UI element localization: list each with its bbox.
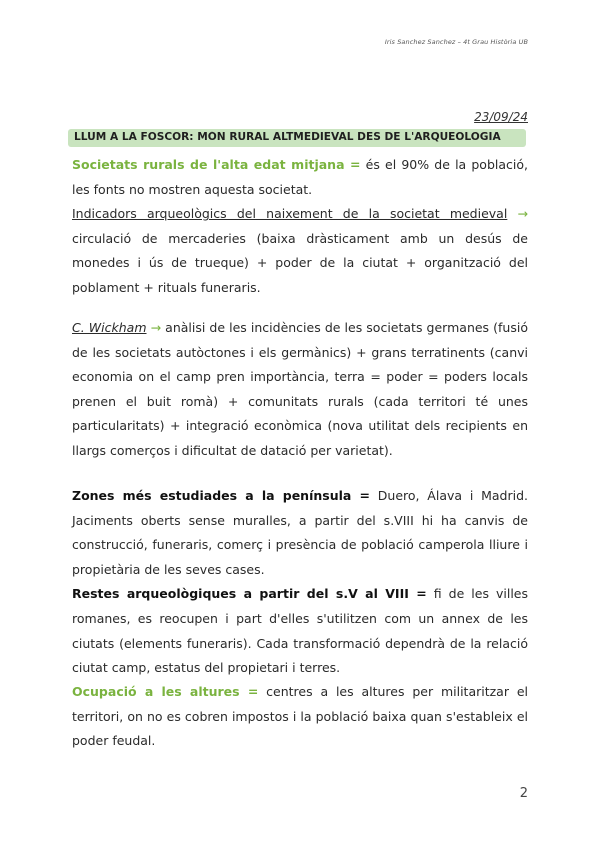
term-restes: Restes arqueològiques a partir del s.V al VIII =	[72, 586, 427, 602]
arrow-icon: →	[146, 320, 166, 335]
paragraph-indicadors	[72, 202, 528, 300]
paragraph-ocupacio	[72, 680, 528, 754]
note-date: 23/09/24	[474, 110, 528, 124]
paragraph-restes	[72, 582, 528, 680]
block-wickham	[72, 316, 528, 464]
page-number: 2	[519, 786, 528, 801]
term-societats: Societats rurals de l'alta edat mitjana =	[72, 157, 361, 172]
block-ocupacio	[72, 680, 528, 754]
paragraph-societats	[72, 153, 528, 202]
section-title: LLUM A LA FOSCOR: MÓN RURAL ALTMEDIEVAL DES DE L'ARQUEOLOGIA	[74, 131, 501, 143]
page-header: Iris Sanchez Sanchez – 4t Grau Història UB	[384, 38, 528, 46]
arrow-icon: →	[507, 206, 528, 222]
term-ocupacio: Ocupació a les altures =	[72, 684, 259, 699]
term-indicadors: Indicadors arqueològics del naixement de la societat medieval	[72, 206, 508, 222]
term-zones: Zones més estudiades a la península =	[72, 488, 370, 503]
title-highlight	[68, 129, 526, 147]
paragraph-text: centres a les altures per militaritzar el territori, on no es cobren impostos i la població baixa quan s'estableix el poder feudal.	[72, 684, 528, 749]
paragraph-text: anàlisi de les incidències de les societats germanes (fusió de les societats autòctones i els germànics) + grans terratinents (canvi economia on el camp pren importància, terra = poder = poders locals prenen el buit romà) + comunitats rurals (cada territori té unes particularitats) + integració econòmica (nova utilitat dels recipients en llargs comerços i dificultat de datació per varietat).	[72, 320, 528, 458]
block-zones	[72, 484, 528, 681]
block-intro	[72, 153, 528, 301]
paragraph-text: Duero, Álava i Madrid. Jaciments oberts sense muralles, a partir del s.VIII hi ha canvis de construcció, funeraris, comerç i presència de població camperola lliure i propietària de les seves cases.	[72, 488, 529, 577]
paragraph-text: és el 90% de la població, les fonts no mostren aquesta societat.	[72, 157, 528, 197]
paragraph-text: fi de les villes romanes, es reocupen i part d'elles s'utilitzen com un annex de les ciutats (elements funeraris). Cada transformació dependrà de la relació ciutat camp, estatus del propietari i terres.	[72, 586, 528, 676]
paragraph-text: circulació de mercaderies (baixa dràsticament amb un desús de monedes i ús de trueque) + poder de la ciutat + organització del poblament + rituals funeraris.	[72, 230, 528, 295]
term-wickham: C. Wickham	[72, 320, 147, 335]
paragraph-zones	[72, 484, 528, 582]
paragraph-wickham	[72, 316, 528, 464]
